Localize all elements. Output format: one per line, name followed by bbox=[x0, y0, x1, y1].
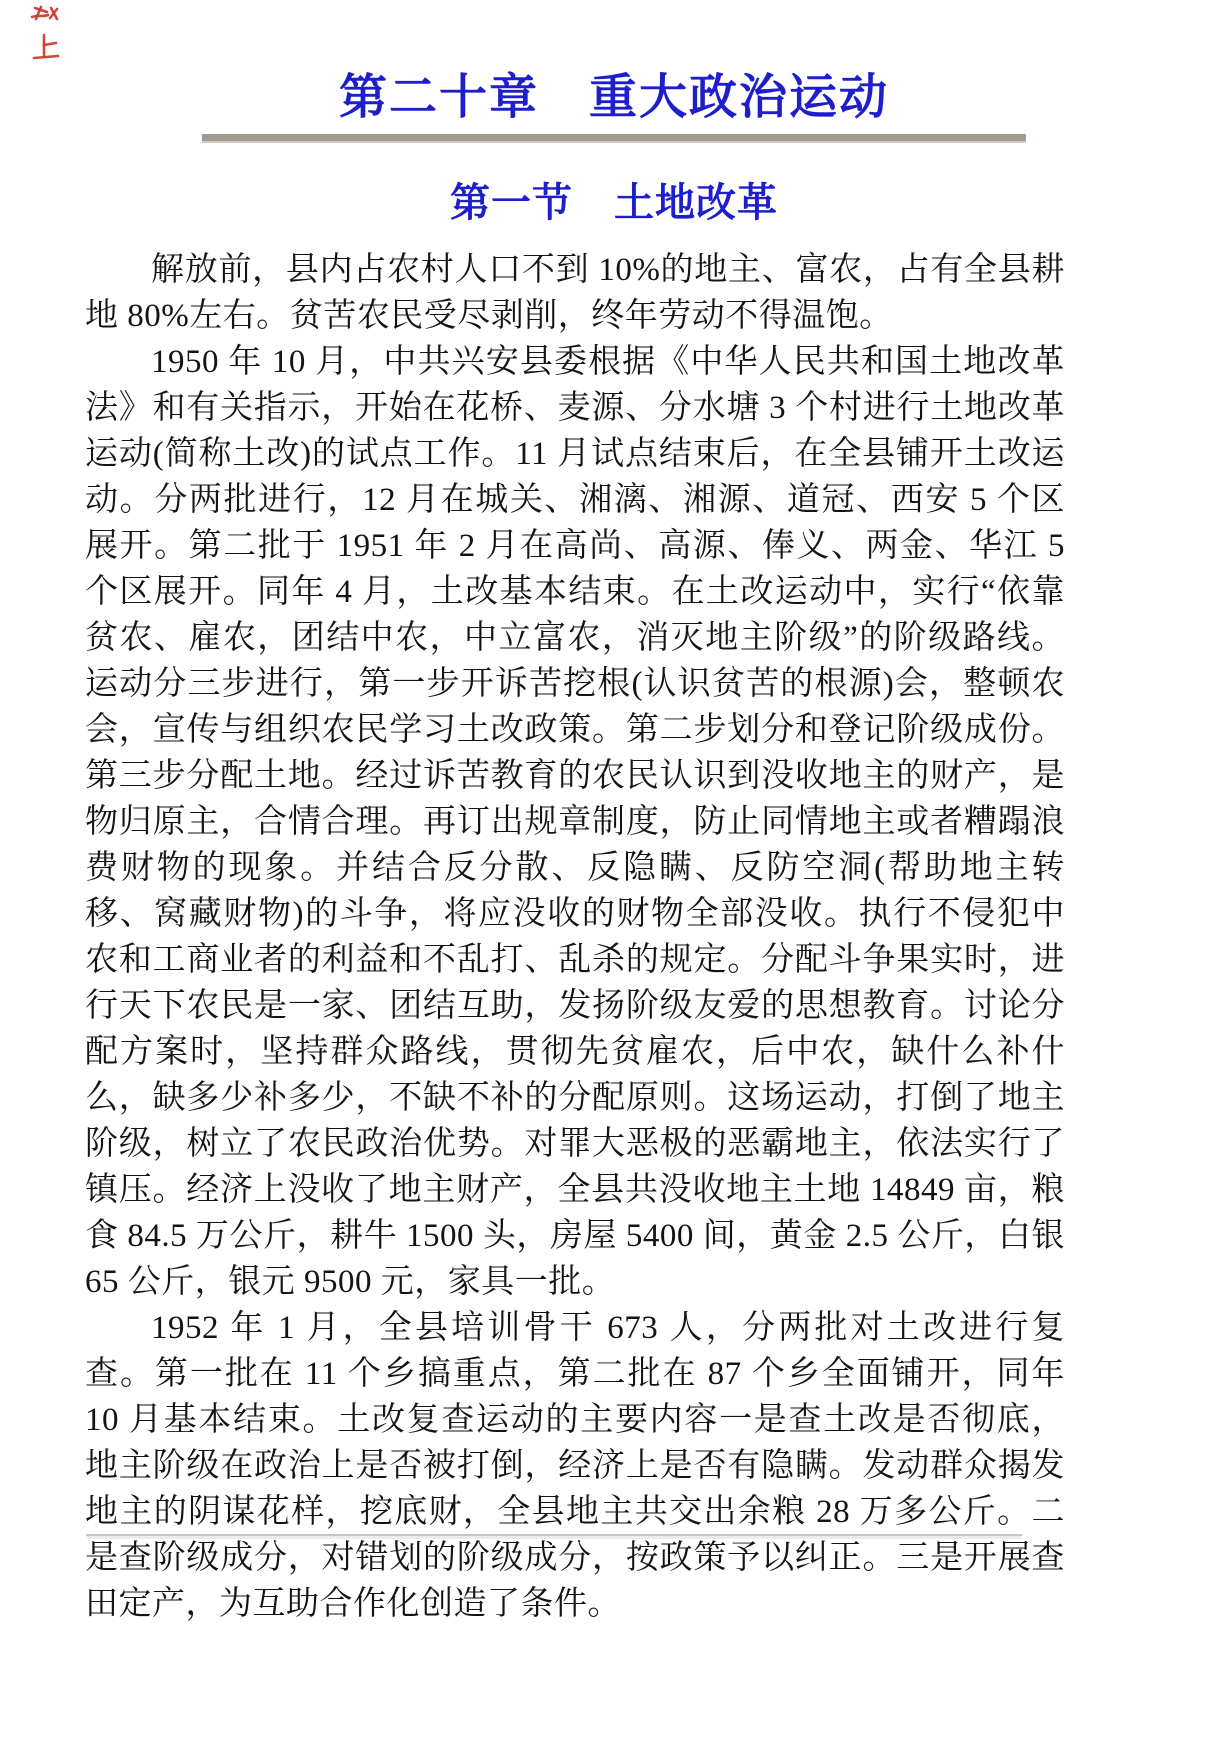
body-text bbox=[85, 247, 1065, 1627]
section-title: 第一节 土地改革 bbox=[450, 180, 778, 225]
paragraph-1: 解放前，县内占农村人口不到 10%的地主、富农，占有全县耕地 80%左右。贫苦农民受尽剥削，终年劳动不得温饱。 bbox=[85, 252, 1065, 334]
bottom-separator-rule bbox=[86, 1534, 1022, 1539]
chapter-title-underline bbox=[202, 134, 1026, 143]
chapter-title: 第二十章 重大政治运动 bbox=[338, 71, 889, 124]
paragraph-2: 1950 年 10 月，中共兴安县委根据《中华人民共和国土地改革法》和有关指示，开始在花桥、麦源、分水塘 3 个村进行土地改革运动(简称土改)的试点工作。11 月试点结束后，在全县铺开土改运动。分两批进行，12 月在城关、湘漓、湘源、道冠、西安 5 个区展开。第二批于 1951 年 2 月在高尚、高源、俸义、两金、华江 5 个区展开。同年 4 月，土改基本结束。在土改运动中，实行“依靠贫农、雇农，团结中农，中立富农，消灭地主阶级”的阶级路线。运动分三步进行，第一步开诉苦挖根(认识贫苦的根源)会，整顿农会，宣传与组织农民学习土改政策。第二步划分和登记阶级成份。第三步分配土地。经过诉苦教育的农民认识到没收地主的财产，是物归原主，合情合理。再订出规章制度，防止同情地主或者糟蹋浪费财物的现象。并结合反分散、反隐瞒、反防空洞(帮助地主转移、窝藏财物)的斗争，将应没收的财物全部没收。执行不侵犯中农和工商业者的利益和不乱打、乱杀的规定。分配斗争果实时，进行天下农民是一家、团结互助，发扬阶级友爱的思想教育。讨论分配方案时，坚持群众路线，贯彻先贫雇农，后中农，缺什么补什么，缺多少补多少，不缺不补的分配原则。这场运动，打倒了地主阶级，树立了农民政治优势。对罪大恶极的恶霸地主，依法实行了镇压。经济上没收了地主财产，全县共没收地主土地 14849 亩，粮食 84.5 万公斤，耕牛 1500 头，房屋 5400 间，黄金 2.5 公斤，白银 65 公斤，银元 9500 元，家具一批。 bbox=[85, 344, 1065, 1300]
red-pen-annotation-icon bbox=[26, 4, 66, 64]
paragraph-3: 1952 年 1 月，全县培训骨干 673 人，分两批对土改进行复查。第一批在 11 个乡搞重点，第二批在 87 个乡全面铺开，同年 10 月基本结束。土改复查运动的主要内容一是查土改是否彻底，地主阶级在政治上是否被打倒，经济上是否有隐瞒。发动群众揭发地主的阴谋花样，挖底财，全县地主共交出余粮 28 万多公斤。二是查阶级成分，对错划的阶级成分，按政策予以纠正。三是开展查田定产，为互助合作化创造了条件。 bbox=[85, 1310, 1065, 1622]
